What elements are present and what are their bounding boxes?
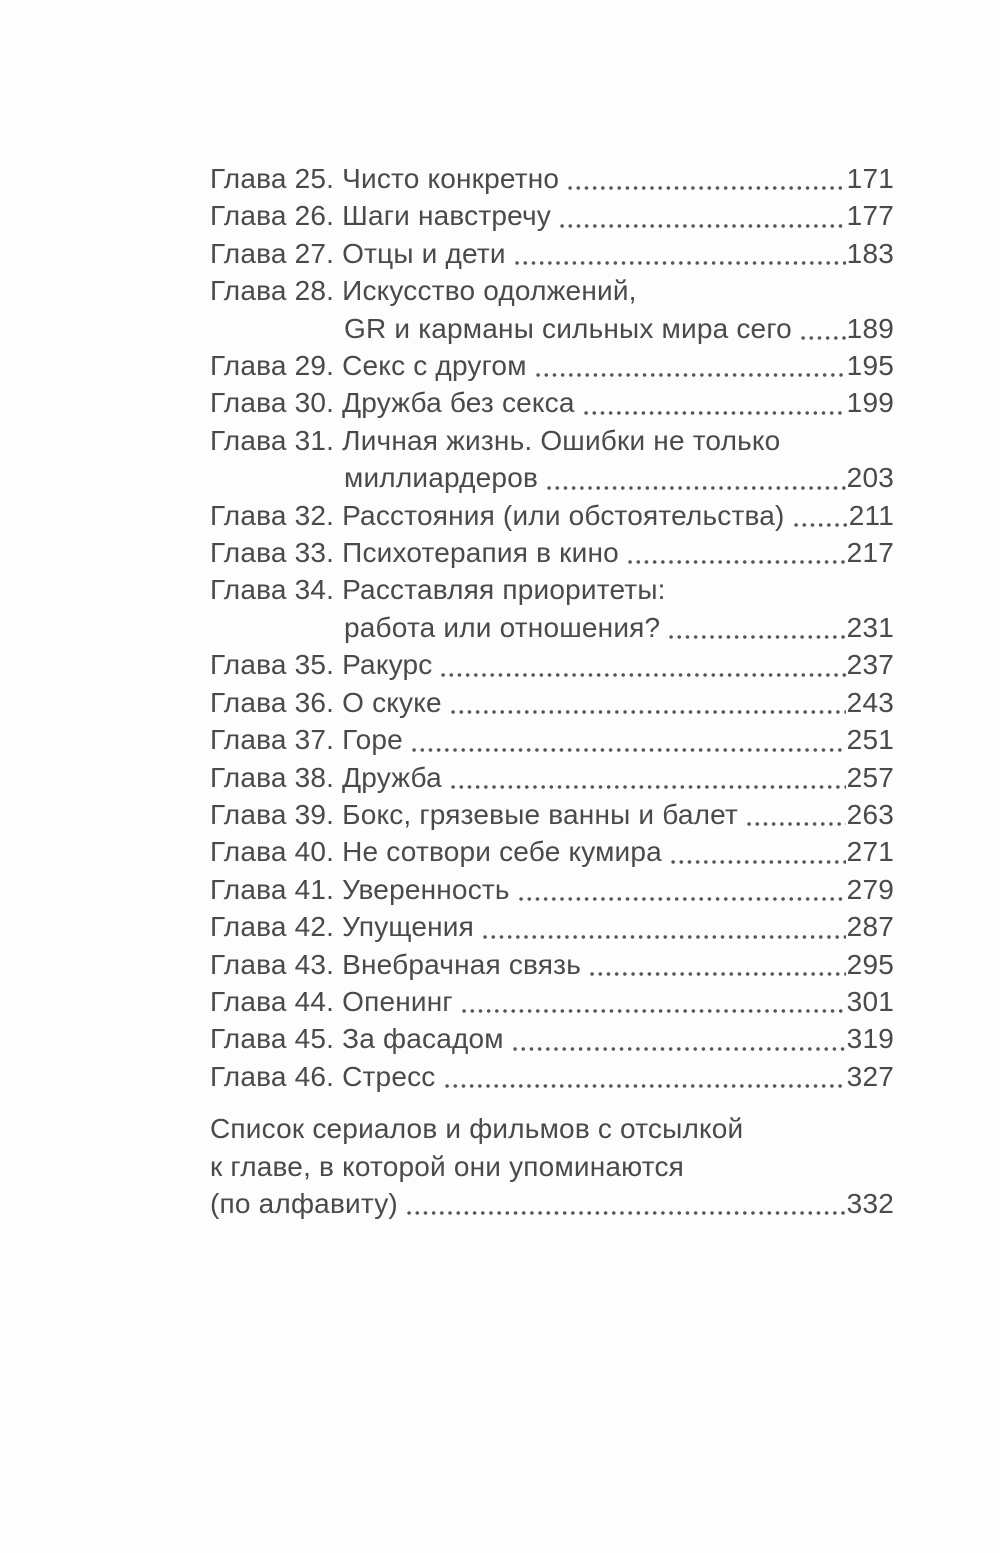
dot-leader — [582, 409, 846, 417]
toc-entry-text: Глава 34. Расставляя приоритеты: — [210, 574, 666, 606]
toc-entry — [210, 684, 894, 721]
toc-entry-text: (по алфавиту) — [210, 1187, 398, 1219]
toc-entry-text: Глава 36. О скуке — [210, 686, 442, 718]
toc-page-number: 217 — [846, 537, 894, 569]
toc-entry — [210, 759, 894, 796]
toc-entry-text: Глава 35. Ракурс — [210, 649, 433, 681]
toc-page-number: 243 — [846, 686, 894, 718]
toc-page-number: 189 — [846, 312, 894, 344]
toc-entry-line — [210, 384, 894, 421]
toc-entry-text: Глава 38. Дружба — [210, 761, 442, 793]
toc-entry-text: Глава 44. Опенинг — [210, 985, 453, 1017]
toc-entry-text: к главе, в которой они упоминаются — [210, 1150, 685, 1182]
dot-leader — [511, 1045, 846, 1053]
toc-entry-line — [210, 197, 894, 234]
dot-leader — [745, 820, 846, 828]
toc-entry-text: Глава 26. Шаги навстречу — [210, 200, 552, 232]
toc-entry-line — [210, 235, 894, 272]
toc-entry — [210, 1110, 894, 1222]
toc-entry-text: Глава 30. Дружба без секса — [210, 387, 575, 419]
toc-entry-text: работа или отношения? — [344, 611, 661, 643]
toc-entry-line — [210, 571, 894, 608]
toc-entry — [210, 384, 894, 421]
dot-leader — [799, 334, 846, 342]
dot-leader — [517, 895, 846, 903]
toc-entry-text: Глава 42. Упущения — [210, 911, 474, 943]
toc-entry — [210, 833, 894, 870]
dot-leader — [449, 708, 846, 716]
toc-entry — [210, 272, 894, 347]
toc-entry — [210, 871, 894, 908]
toc-entry — [210, 796, 894, 833]
dot-leader — [410, 746, 846, 754]
toc-entry-text: Глава 32. Расстояния (или обстоятельства) — [210, 499, 785, 531]
toc-entry-text: Глава 33. Психотерапия в кино — [210, 537, 619, 569]
toc-entry-line — [210, 721, 894, 758]
toc-entry-line — [210, 1185, 894, 1222]
dot-leader — [626, 558, 846, 566]
toc-page-number: 231 — [846, 611, 894, 643]
table-of-contents — [210, 160, 894, 1222]
toc-page-number: 251 — [846, 724, 894, 756]
toc-page-number: 295 — [846, 948, 894, 980]
dot-leader — [667, 633, 845, 641]
toc-entry-line — [210, 310, 894, 347]
toc-page-number: 211 — [848, 499, 894, 531]
toc-entry-line — [210, 759, 894, 796]
toc-page-number: 203 — [846, 462, 894, 494]
toc-page-number: 287 — [846, 911, 894, 943]
toc-entry-line — [210, 272, 894, 309]
toc-entry-line — [210, 422, 894, 459]
toc-entry-line — [210, 1058, 894, 1095]
toc-entry-line — [210, 609, 894, 646]
toc-entry-text: Глава 41. Уверенность — [210, 873, 510, 905]
toc-entry — [210, 347, 894, 384]
toc-entry-text: Глава 37. Горе — [210, 724, 403, 756]
dot-leader — [588, 970, 846, 978]
toc-entry-line — [210, 459, 894, 496]
dot-leader — [481, 933, 846, 941]
toc-entry-text: Глава 46. Стресс — [210, 1060, 436, 1092]
toc-entry-line — [210, 833, 894, 870]
toc-page-number: 195 — [846, 350, 894, 382]
toc-entry-line — [210, 684, 894, 721]
dot-leader — [513, 259, 846, 267]
toc-entry-text: Список сериалов и фильмов с отсылкой — [210, 1113, 744, 1145]
toc-entry-line — [210, 983, 894, 1020]
toc-page-number: 183 — [846, 237, 894, 269]
toc-entry-text: GR и карманы сильных мира сего — [344, 312, 792, 344]
toc-entry — [210, 235, 894, 272]
toc-entry-line — [210, 497, 894, 534]
toc-page-number: 301 — [846, 985, 894, 1017]
dot-leader — [460, 1007, 846, 1015]
toc-entry-text: Глава 28. Искусство одолжений, — [210, 275, 637, 307]
toc-entry-text: миллиардеров — [344, 462, 539, 494]
dot-leader — [449, 783, 846, 791]
dot-leader — [792, 521, 848, 529]
dot-leader — [566, 184, 845, 192]
toc-page-number: 263 — [846, 798, 894, 830]
toc-entry — [210, 571, 894, 646]
toc-entry — [210, 1020, 894, 1057]
toc-entry — [210, 646, 894, 683]
dot-leader — [558, 222, 846, 230]
toc-page-number: 237 — [846, 649, 894, 681]
toc-entry — [210, 1058, 894, 1095]
toc-entry-text: Глава 29. Секс с другом — [210, 350, 527, 382]
toc-entry-text: Глава 40. Не сотвори себе кумира — [210, 836, 662, 868]
dot-leader — [405, 1209, 846, 1217]
toc-entry — [210, 534, 894, 571]
dot-leader — [669, 858, 846, 866]
toc-entry-text: Глава 27. Отцы и дети — [210, 237, 506, 269]
dot-leader — [439, 671, 845, 679]
toc-entry-line — [210, 1148, 894, 1185]
toc-page-number: 271 — [846, 836, 894, 868]
toc-page-number: 319 — [846, 1023, 894, 1055]
toc-page-number: 199 — [846, 387, 894, 419]
toc-entry — [210, 721, 894, 758]
toc-entry-text: Глава 31. Личная жизнь. Ошибки не только — [210, 424, 781, 456]
toc-entry-line — [210, 908, 894, 945]
toc-entry-line — [210, 1020, 894, 1057]
toc-page-number: 257 — [846, 761, 894, 793]
toc-entry-line — [210, 946, 894, 983]
toc-entry — [210, 908, 894, 945]
dot-leader — [534, 371, 846, 379]
toc-entry-line — [210, 160, 894, 197]
toc-entry — [210, 197, 894, 234]
toc-entry-text: Глава 39. Бокс, грязевые ванны и балет — [210, 798, 739, 830]
toc-page-number: 327 — [846, 1060, 894, 1092]
toc-entry-line — [210, 347, 894, 384]
dot-leader — [443, 1082, 846, 1090]
dot-leader — [545, 484, 846, 492]
toc-entry — [210, 946, 894, 983]
toc-page-number: 171 — [846, 163, 894, 194]
toc-entry-line — [210, 871, 894, 908]
toc-entry-text: Глава 25. Чисто конкретно — [210, 163, 560, 194]
toc-entry-text: Глава 45. За фасадом — [210, 1023, 504, 1055]
toc-page-number: 279 — [846, 873, 894, 905]
toc-entry — [210, 497, 894, 534]
toc-entry — [210, 983, 894, 1020]
toc-entry-text: Глава 43. Внебрачная связь — [210, 948, 581, 980]
toc-page-number: 177 — [846, 200, 894, 232]
toc-entry — [210, 422, 894, 497]
toc-entry-line — [210, 796, 894, 833]
toc-entry-line — [210, 1110, 894, 1147]
toc-entry-line — [210, 534, 894, 571]
toc-entry-line — [210, 646, 894, 683]
toc-page-number: 332 — [846, 1187, 894, 1219]
toc-entry — [210, 160, 894, 197]
